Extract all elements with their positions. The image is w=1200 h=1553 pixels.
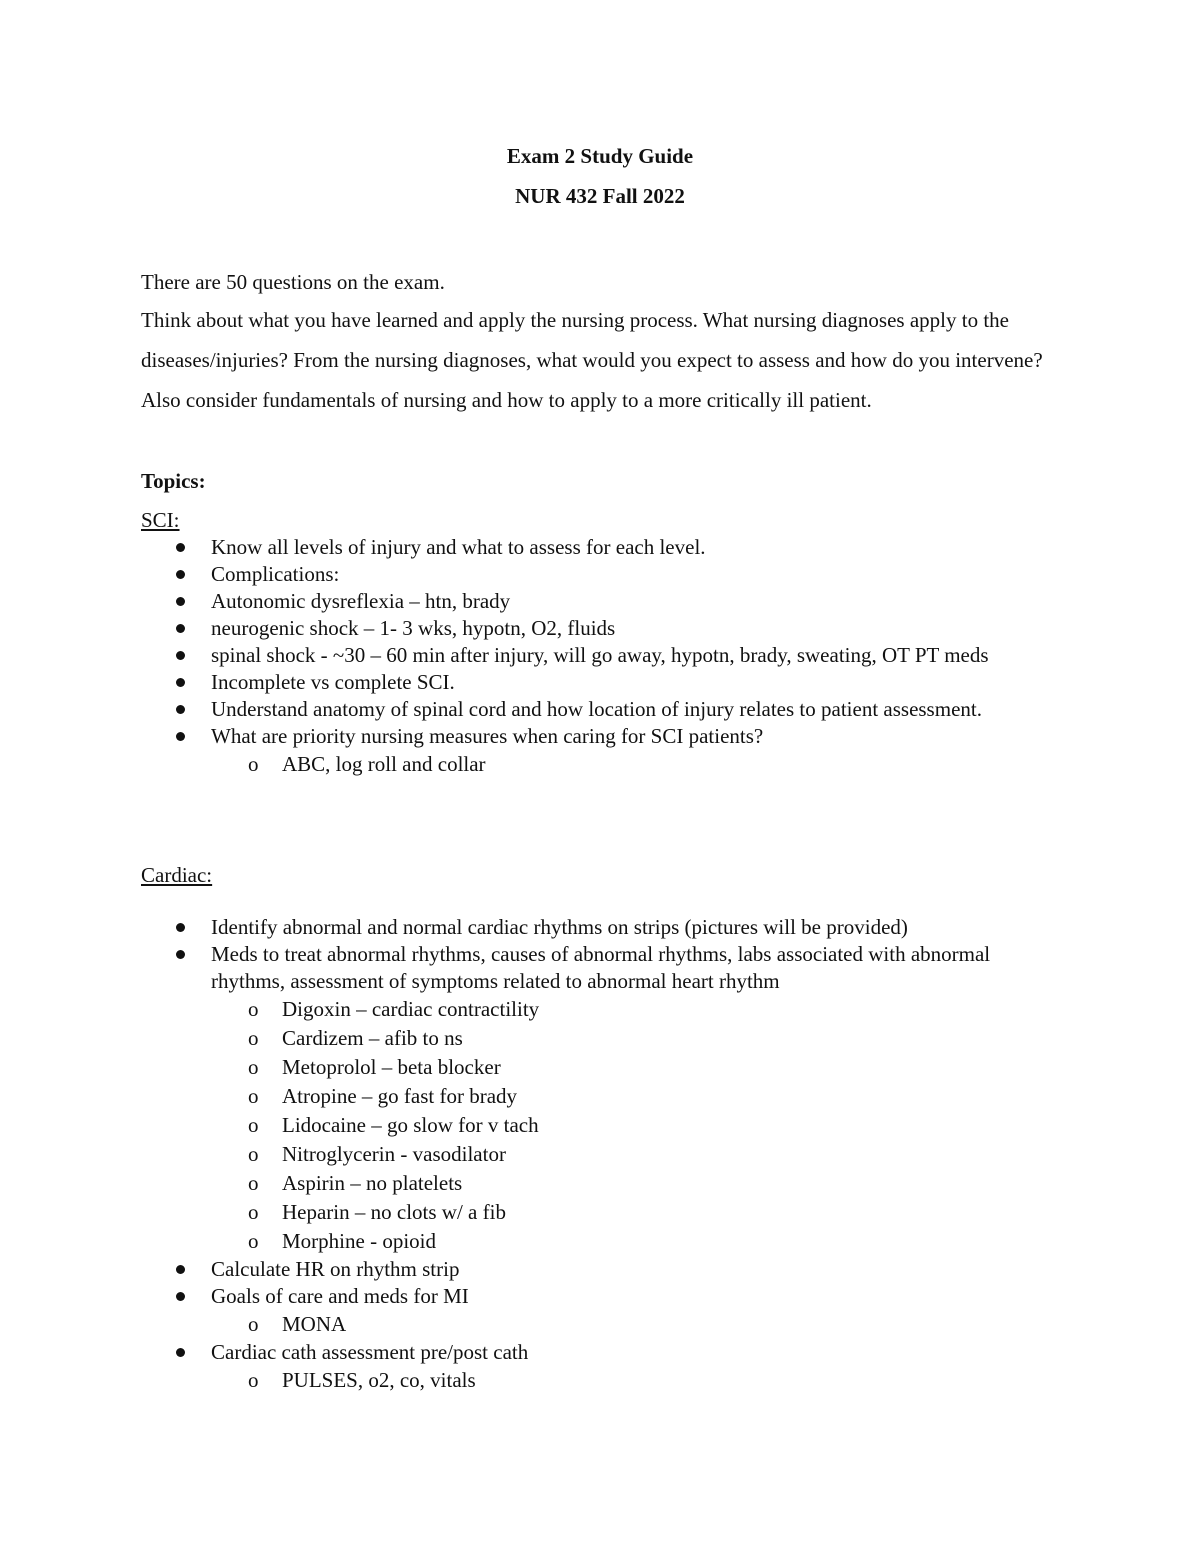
sub-bullet-marker: o [248,752,259,776]
list-item: Complications: [141,561,1041,588]
document-subtitle: NUR 432 Fall 2022 [515,184,685,208]
sub-item-text: MONA [282,1312,347,1336]
list-item: Understand anatomy of spinal cord and how location of injury relates to patient assessment. [141,696,1041,723]
sub-list-item [141,1053,1041,1082]
sub-bullet-marker: o [248,1171,259,1195]
sub-list-item [141,1082,1041,1111]
sub-item-text: Morphine - opioid [282,1229,436,1253]
sub-item-text: Metoprolol – beta blocker [282,1055,501,1079]
sub-item-text: Digoxin – cardiac contractility [282,997,540,1021]
cardiac-heading: Cardiac: [141,863,213,887]
sub-bullet-marker: o [248,1026,259,1050]
sub-list-item [141,750,1041,779]
cardiac-list [141,914,1041,1395]
sub-item-text: ABC, log roll and collar [282,752,486,776]
sub-bullet-marker: o [248,1084,259,1108]
sub-bullet-marker: o [248,1312,259,1336]
list-item: Meds to treat abnormal rhythms, causes of abnormal rhythms, labs associated with abnormal rhythms, assessment of symptoms related to abnormal heart rhythm [141,941,1041,995]
list-item: spinal shock - ~30 – 60 min after injury, will go away, hypotn, brady, sweating, OT PT meds [141,642,1041,669]
sub-bullet-marker: o [248,1200,259,1224]
sub-list-item [141,1198,1041,1227]
sub-item-text: Cardizem – afib to ns [282,1026,463,1050]
sub-list-item [141,1024,1041,1053]
sub-list-item [141,1366,1041,1395]
sub-item-text: PULSES, o2, co, vitals [282,1368,476,1392]
sub-list-item [141,995,1041,1024]
list-item: Cardiac cath assessment pre/post cath [141,1339,1041,1366]
sub-list-item [141,1111,1041,1140]
list-item: Identify abnormal and normal cardiac rhythms on strips (pictures will be provided) [141,914,1041,941]
sub-item-text: Nitroglycerin - vasodilator [282,1142,506,1166]
sub-item-text: Atropine – go fast for brady [282,1084,518,1108]
list-item: Autonomic dysreflexia – htn, brady [141,588,1041,615]
list-item: Incomplete vs complete SCI. [141,669,1041,696]
sub-list-item [141,1169,1041,1198]
document-title: Exam 2 Study Guide [506,144,694,168]
sub-list-item [141,1310,1041,1339]
sub-bullet-marker: o [248,997,259,1021]
sci-list [141,534,1041,779]
sub-bullet-marker: o [248,1113,259,1137]
list-item: What are priority nursing measures when caring for SCI patients? [141,723,1041,750]
list-item: Goals of care and meds for MI [141,1283,1041,1310]
intro-paragraph-1: There are 50 questions on the exam. [141,270,445,294]
sci-heading: SCI: [141,508,180,532]
sub-list-item [141,1227,1041,1256]
intro-paragraph-2: Think about what you have learned and apply the nursing process. What nursing diagnoses apply to the diseases/injuries? From the nursing diagnoses, what would you expect to assess and how do you intervene? Also consider fundamentals of nursing and how to apply to a more critically ill patient. [141,308,1043,412]
list-item: Know all levels of injury and what to assess for each level. [141,534,1041,561]
list-item: Calculate HR on rhythm strip [141,1256,1041,1283]
sub-bullet-marker: o [248,1229,259,1253]
list-item: neurogenic shock – 1- 3 wks, hypotn, O2, fluids [141,615,1041,642]
sub-bullet-marker: o [248,1055,259,1079]
sub-bullet-marker: o [248,1142,259,1166]
sub-list-item [141,1140,1041,1169]
topics-heading: Topics: [141,469,206,493]
sub-item-text: Lidocaine – go slow for v tach [282,1113,539,1137]
sub-item-text: Heparin – no clots w/ a fib [282,1200,506,1224]
sub-bullet-marker: o [248,1368,259,1392]
sub-item-text: Aspirin – no platelets [282,1171,463,1195]
